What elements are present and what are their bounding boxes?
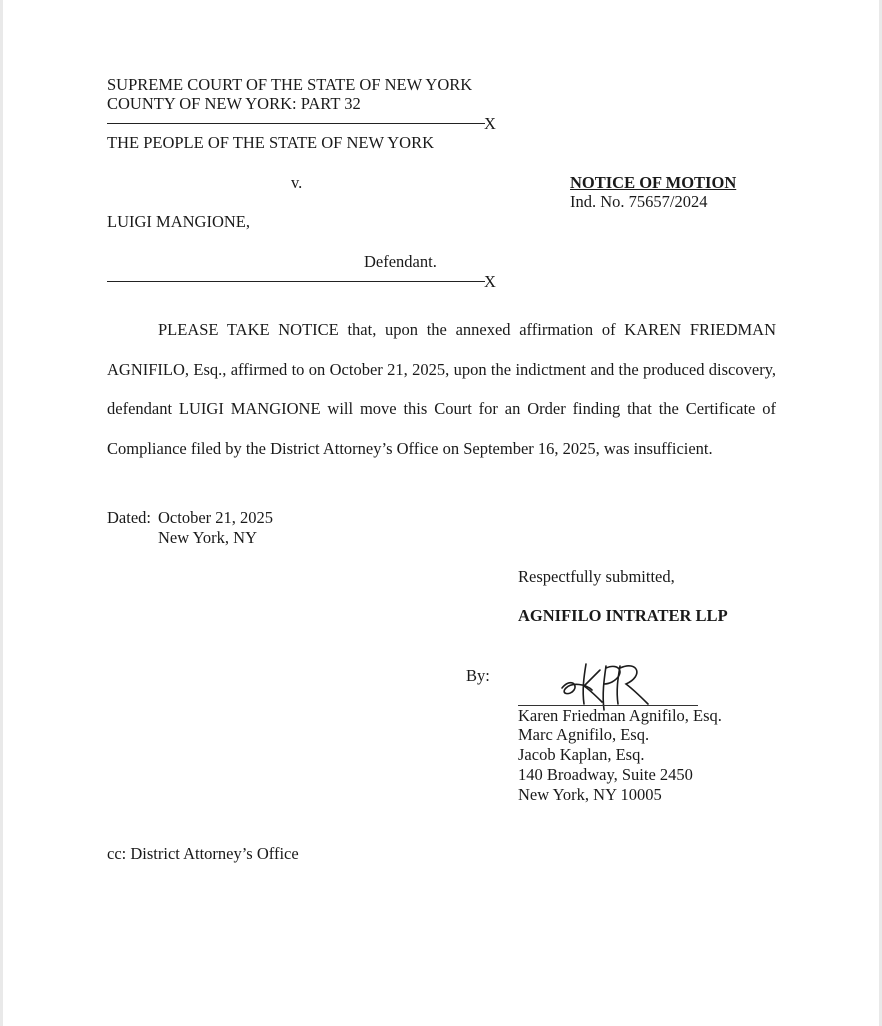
caption-rule-top [107,123,485,124]
cc-line: cc: District Attorney’s Office [107,844,299,863]
address-line-2: New York, NY 10005 [518,785,662,804]
firm-name: AGNIFILO INTRATER LLP [518,606,728,625]
versus-label: v. [291,173,303,192]
caption-x-bottom: X [484,272,496,291]
page-edge-left [0,0,3,1026]
attorney-line-2: Marc Agnifilo, Esq. [518,725,650,744]
dated-label: Dated: [107,508,151,527]
by-label: By: [466,666,490,685]
defendant-label: Defendant. [364,252,437,271]
caption-x-top: X [484,114,496,133]
plaintiff-name: THE PEOPLE OF THE STATE OF NEW YORK [107,133,435,152]
defendant-name: LUIGI MANGIONE, [107,212,250,231]
dated-date: October 21, 2025 [158,508,274,527]
motion-title: NOTICE OF MOTION [570,173,737,192]
attorney-line-1: Karen Friedman Agnifilo, Esq. [518,706,722,725]
address-line-1: 140 Broadway, Suite 2450 [518,765,693,784]
notice-paragraph: PLEASE TAKE NOTICE that, upon the annexed affirmation of KAREN FRIEDMAN AGNIFILO, Esq., affirmed to on October 21, 2025, upon the indictment and the produced discovery, defendant LUIGI MANGIONE will move this Court for an Order finding that the Certificate of Compliance filed by the District Attorney’s Office on September 16, 2025, was insufficient. [107,320,776,458]
attorney-line-3: Jacob Kaplan, Esq. [518,745,645,764]
court-name: SUPREME COURT OF THE STATE OF NEW YORK [107,75,473,94]
closing-text: Respectfully submitted, [518,567,675,586]
caption-rule-bottom [107,281,485,282]
dated-place: New York, NY [158,528,258,547]
county-part: COUNTY OF NEW YORK: PART 32 [107,94,361,113]
index-number: Ind. No. 75657/2024 [570,192,708,211]
